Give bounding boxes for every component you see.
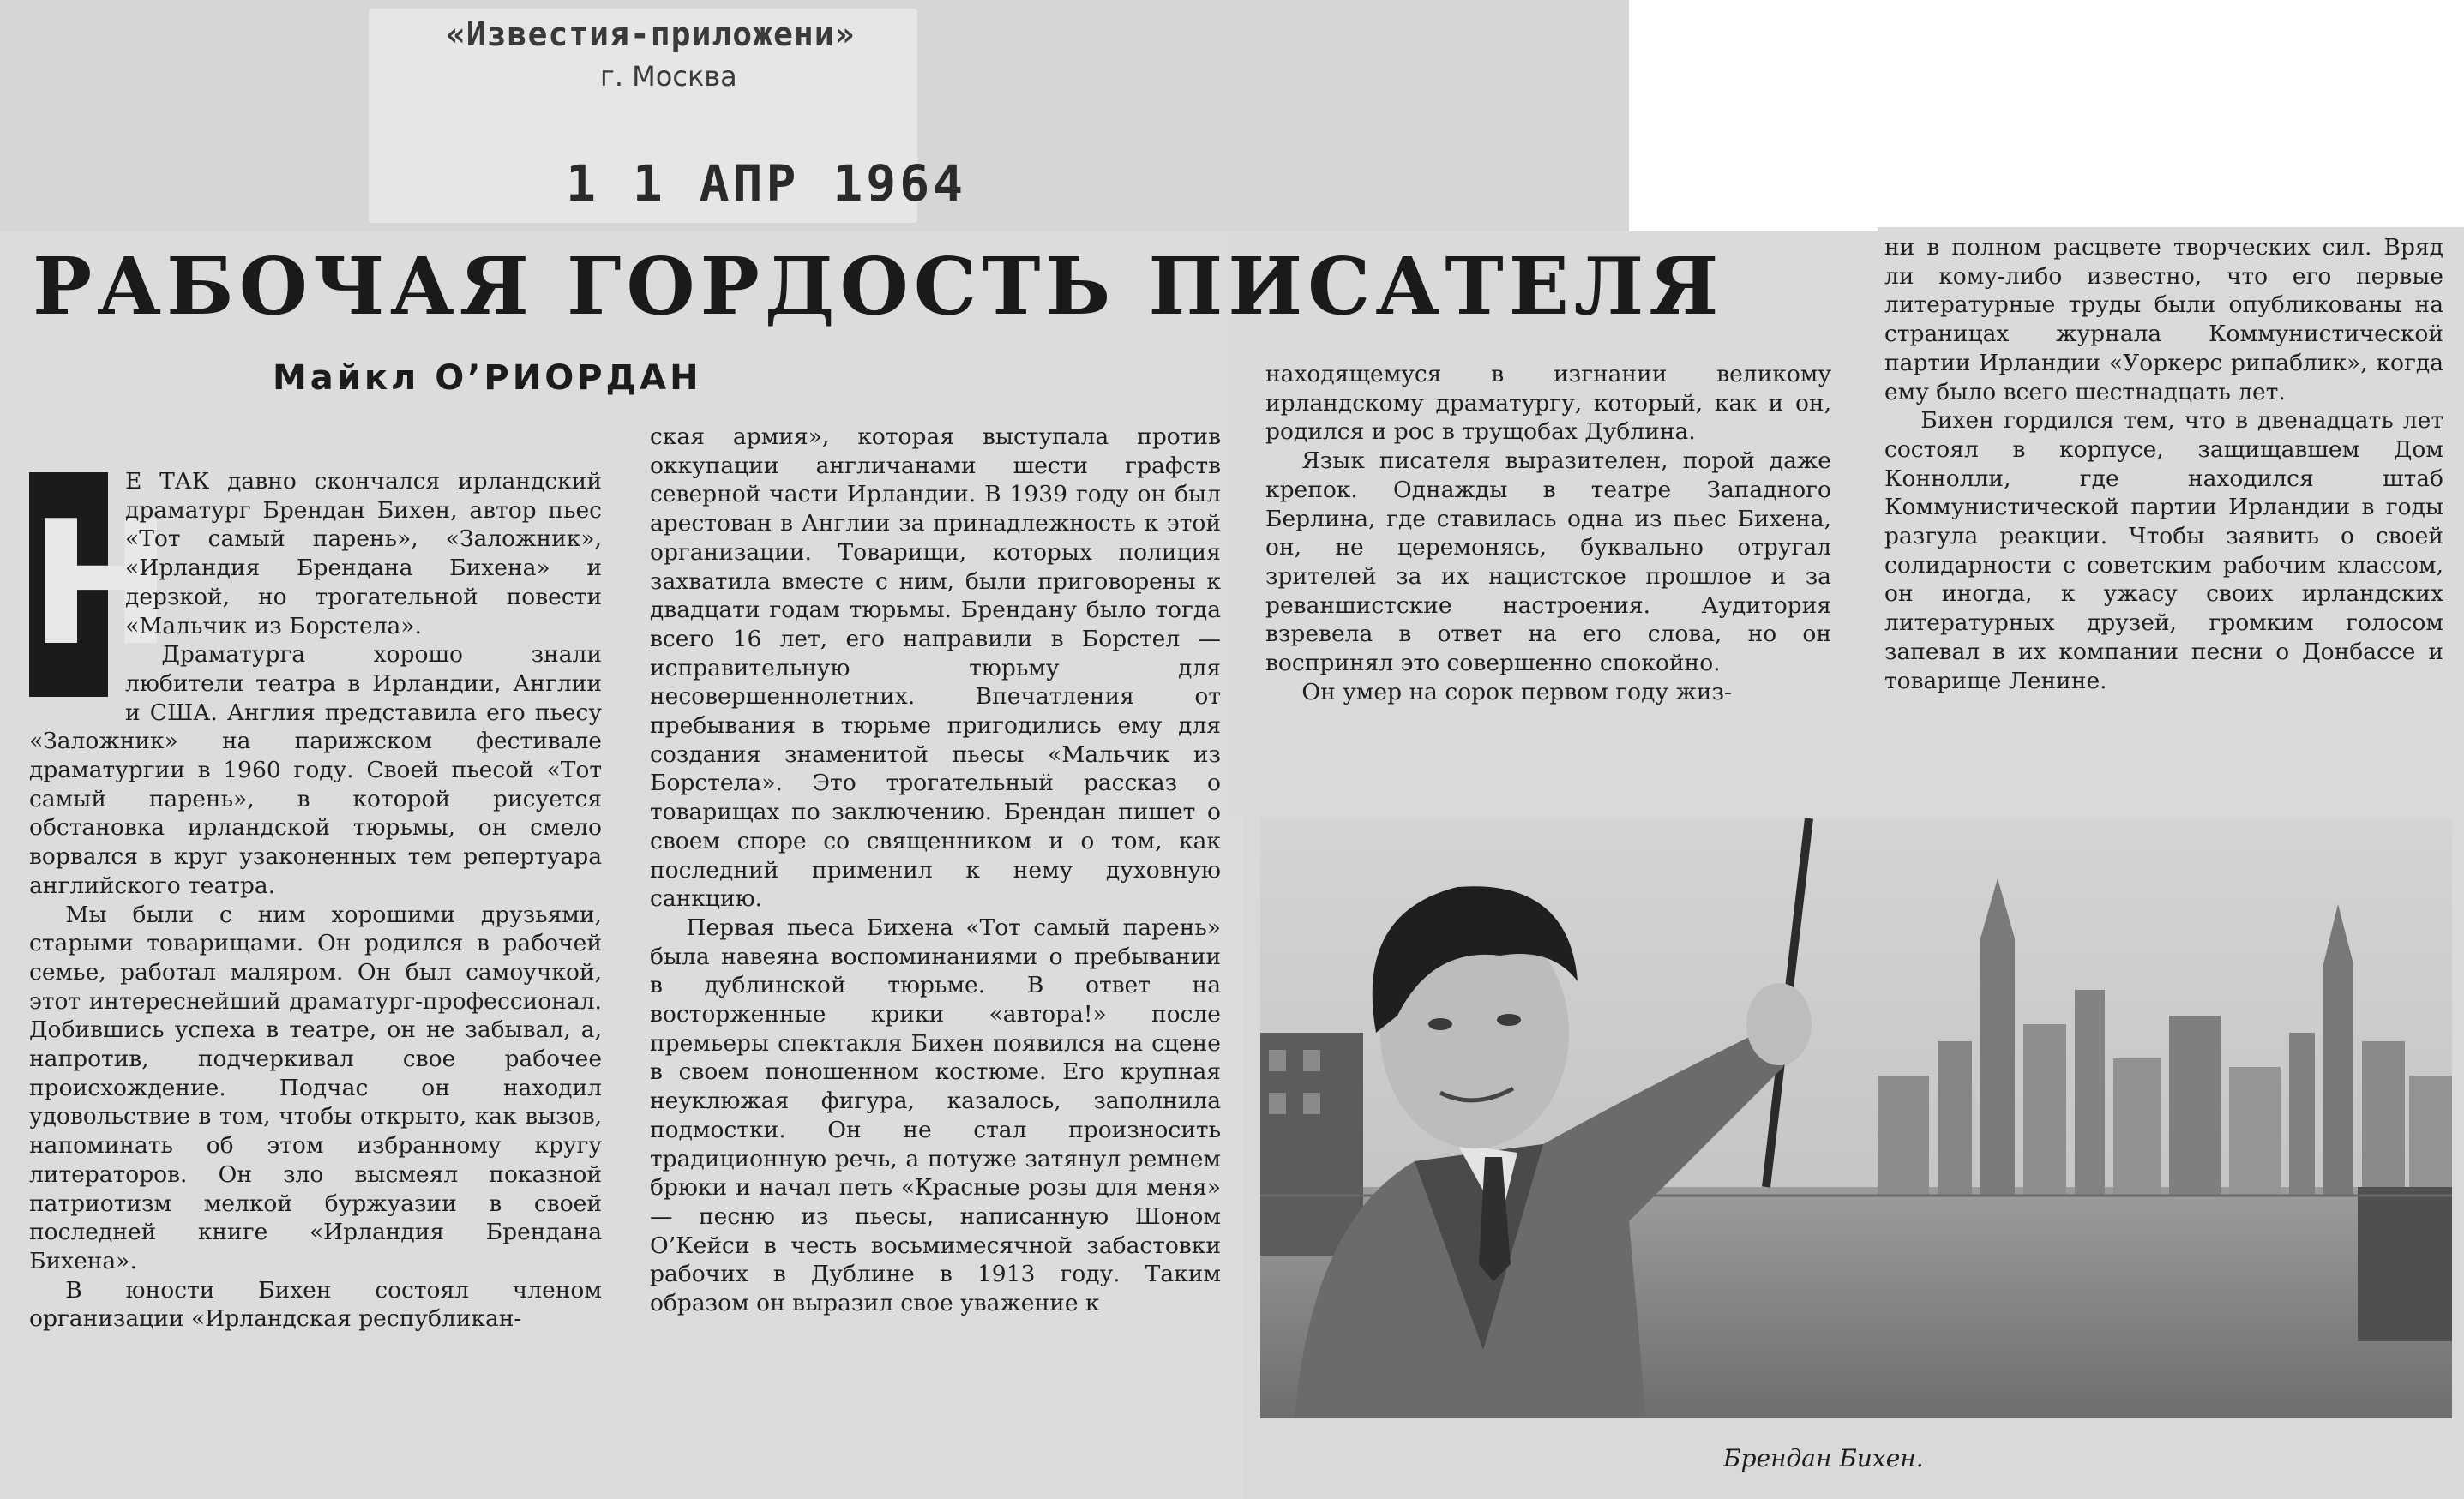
stamp-publication: «Известия-приложени» [446, 15, 856, 53]
stamp-date: 1 1 АПР 1964 [566, 154, 967, 213]
stamp-city: г. Москва [600, 60, 737, 93]
paragraph: Драматурга хорошо знали любители театра в Ирландии, Англии и США. Англия представила его пьесу «Заложник» на парижском фестивале драматургии в 1960 году. Своей пьесой «Тот самый парень», в которой рисуется обстановка ирландской тюрьмы, он смело ворвался в круг узаконенных тем репертуара английского театра. [29, 641, 602, 899]
paragraph: Бихен гордился тем, что в двенадцать лет состоял в корпусе, защищавшем Дом Коннолли, где находился штаб Коммунистической партии Ирландии в годы разгула реакции. Чтобы заявить о своей солидарности с советским рабочим классом, он иногда, к ужасу своих ирландских литературных друзей, громким голосом запевал в их компании песни о Донбассе и товарище Ленине. [1884, 407, 2443, 694]
paragraph: ни в полном расцвете творческих сил. Вряд ли кому-либо известно, что его первые литературные труды были опубликованы на страницах журнала Коммунистической партии Ирландии «Уоркерс рипаблик», когда ему было всего шестнадцать лет. [1884, 234, 2443, 405]
article-column-3 [1265, 360, 1831, 706]
article-byline: Майкл О’РИОРДАН [273, 358, 702, 398]
portrait-photo [1260, 818, 2452, 1418]
article-column-4 [1884, 233, 2443, 695]
paragraph: Мы были с ним хорошими друзьями, старыми товарищами. Он родился в рабочей семье, работал маляром. Он был самоучкой, этот интереснейший драматург-профессионал. Добившись успеха в театре, он не забывал, а, напротив, подчеркивал свое рабочее происхождение. Подчас он находил удовольствие в том, чтобы открыто, как вызов, напоминать об этом избранному кругу литераторов. Он зло высмеял показной патриотизм мелкой буржуазии в своей последней книге «Ирландия Брендана Бихена». [29, 901, 602, 1274]
article-column-1 [29, 467, 602, 1334]
article-column-2 [650, 423, 1221, 1318]
article-headline: РАБОЧАЯ ГОРДОСТЬ ПИСАТЕЛЯ [33, 240, 1724, 333]
paragraph: Н Е ТАК давно скончался ирландский драматург Брендан Бихен, автор пьес «Тот самый парень», «Заложник», «Ирландия Брендана Бихена» и дерзкой, но трогательной повести «Мальчик из Борстела». [29, 467, 602, 640]
paragraph: ская армия», которая выступала против оккупации англичанами шести графств северной части Ирландии. В 1939 году он был арестован в Англии за принадлежность к этой организации. Товарищи, которых полиция захватила вместе с ним, были приговорены к двадцати годам тюрьмы. Брендану было тогда всего 16 лет, его направили в Борстел — исправительную тюрьму для несовершеннолетних. Впечатления от пребывания в тюрьме пригодились ему для создания знаменитой пьесы «Мальчик из Борстела». Это трогательный рассказ о товарищах по заключению. Брендан пишет о своем споре со священником и о том, как последний применил к нему духовную санкцию. [650, 423, 1221, 913]
paragraph: находящемуся в изгнании великому ирландскому драматургу, который, как и он, родился и рос в трущобах Дублина. [1265, 361, 1831, 446]
drop-cap: Н [29, 472, 108, 697]
paragraph: Первая пьеса Бихена «Тот самый парень» была навеяна воспоминаниями о пребывании в дублинской тюрьме. В ответ на восторженные крики «автора!» после премьеры спектакля Бихен появился на сцене в своем поношенном костюме. Его крупная неуклюжая фигура, казалось, заполнила подмостки. Он не стал произносить традиционную речь, а потуже затянул ремнем брюки и начал петь «Красные розы для меня» — песню из пьесы, написанную Шоном О’Кейси в честь восьмимесячной забастовки рабочих в Дублине в 1913 году. Таким образом он выразил свое уважение к [650, 914, 1221, 1317]
paragraph: Он умер на сорок первом году жиз- [1301, 678, 1732, 705]
photo-caption: Брендан Бихен. [1723, 1444, 1924, 1472]
paragraph: В юности Бихен состоял членом организации «Ирландская республикан- [29, 1276, 602, 1333]
paragraph: Язык писателя выразителен, порой даже крепок. Однажды в театре Западного Берлина, где ставилась одна из пьес Бихена, он, не церемонясь, буквально отругал зрителей за их нацистское прошлое и за реваншистские настроения. Аудитория взревела в ответ на его слова, но он воспринял это совершенно спокойно. [1265, 447, 1831, 677]
